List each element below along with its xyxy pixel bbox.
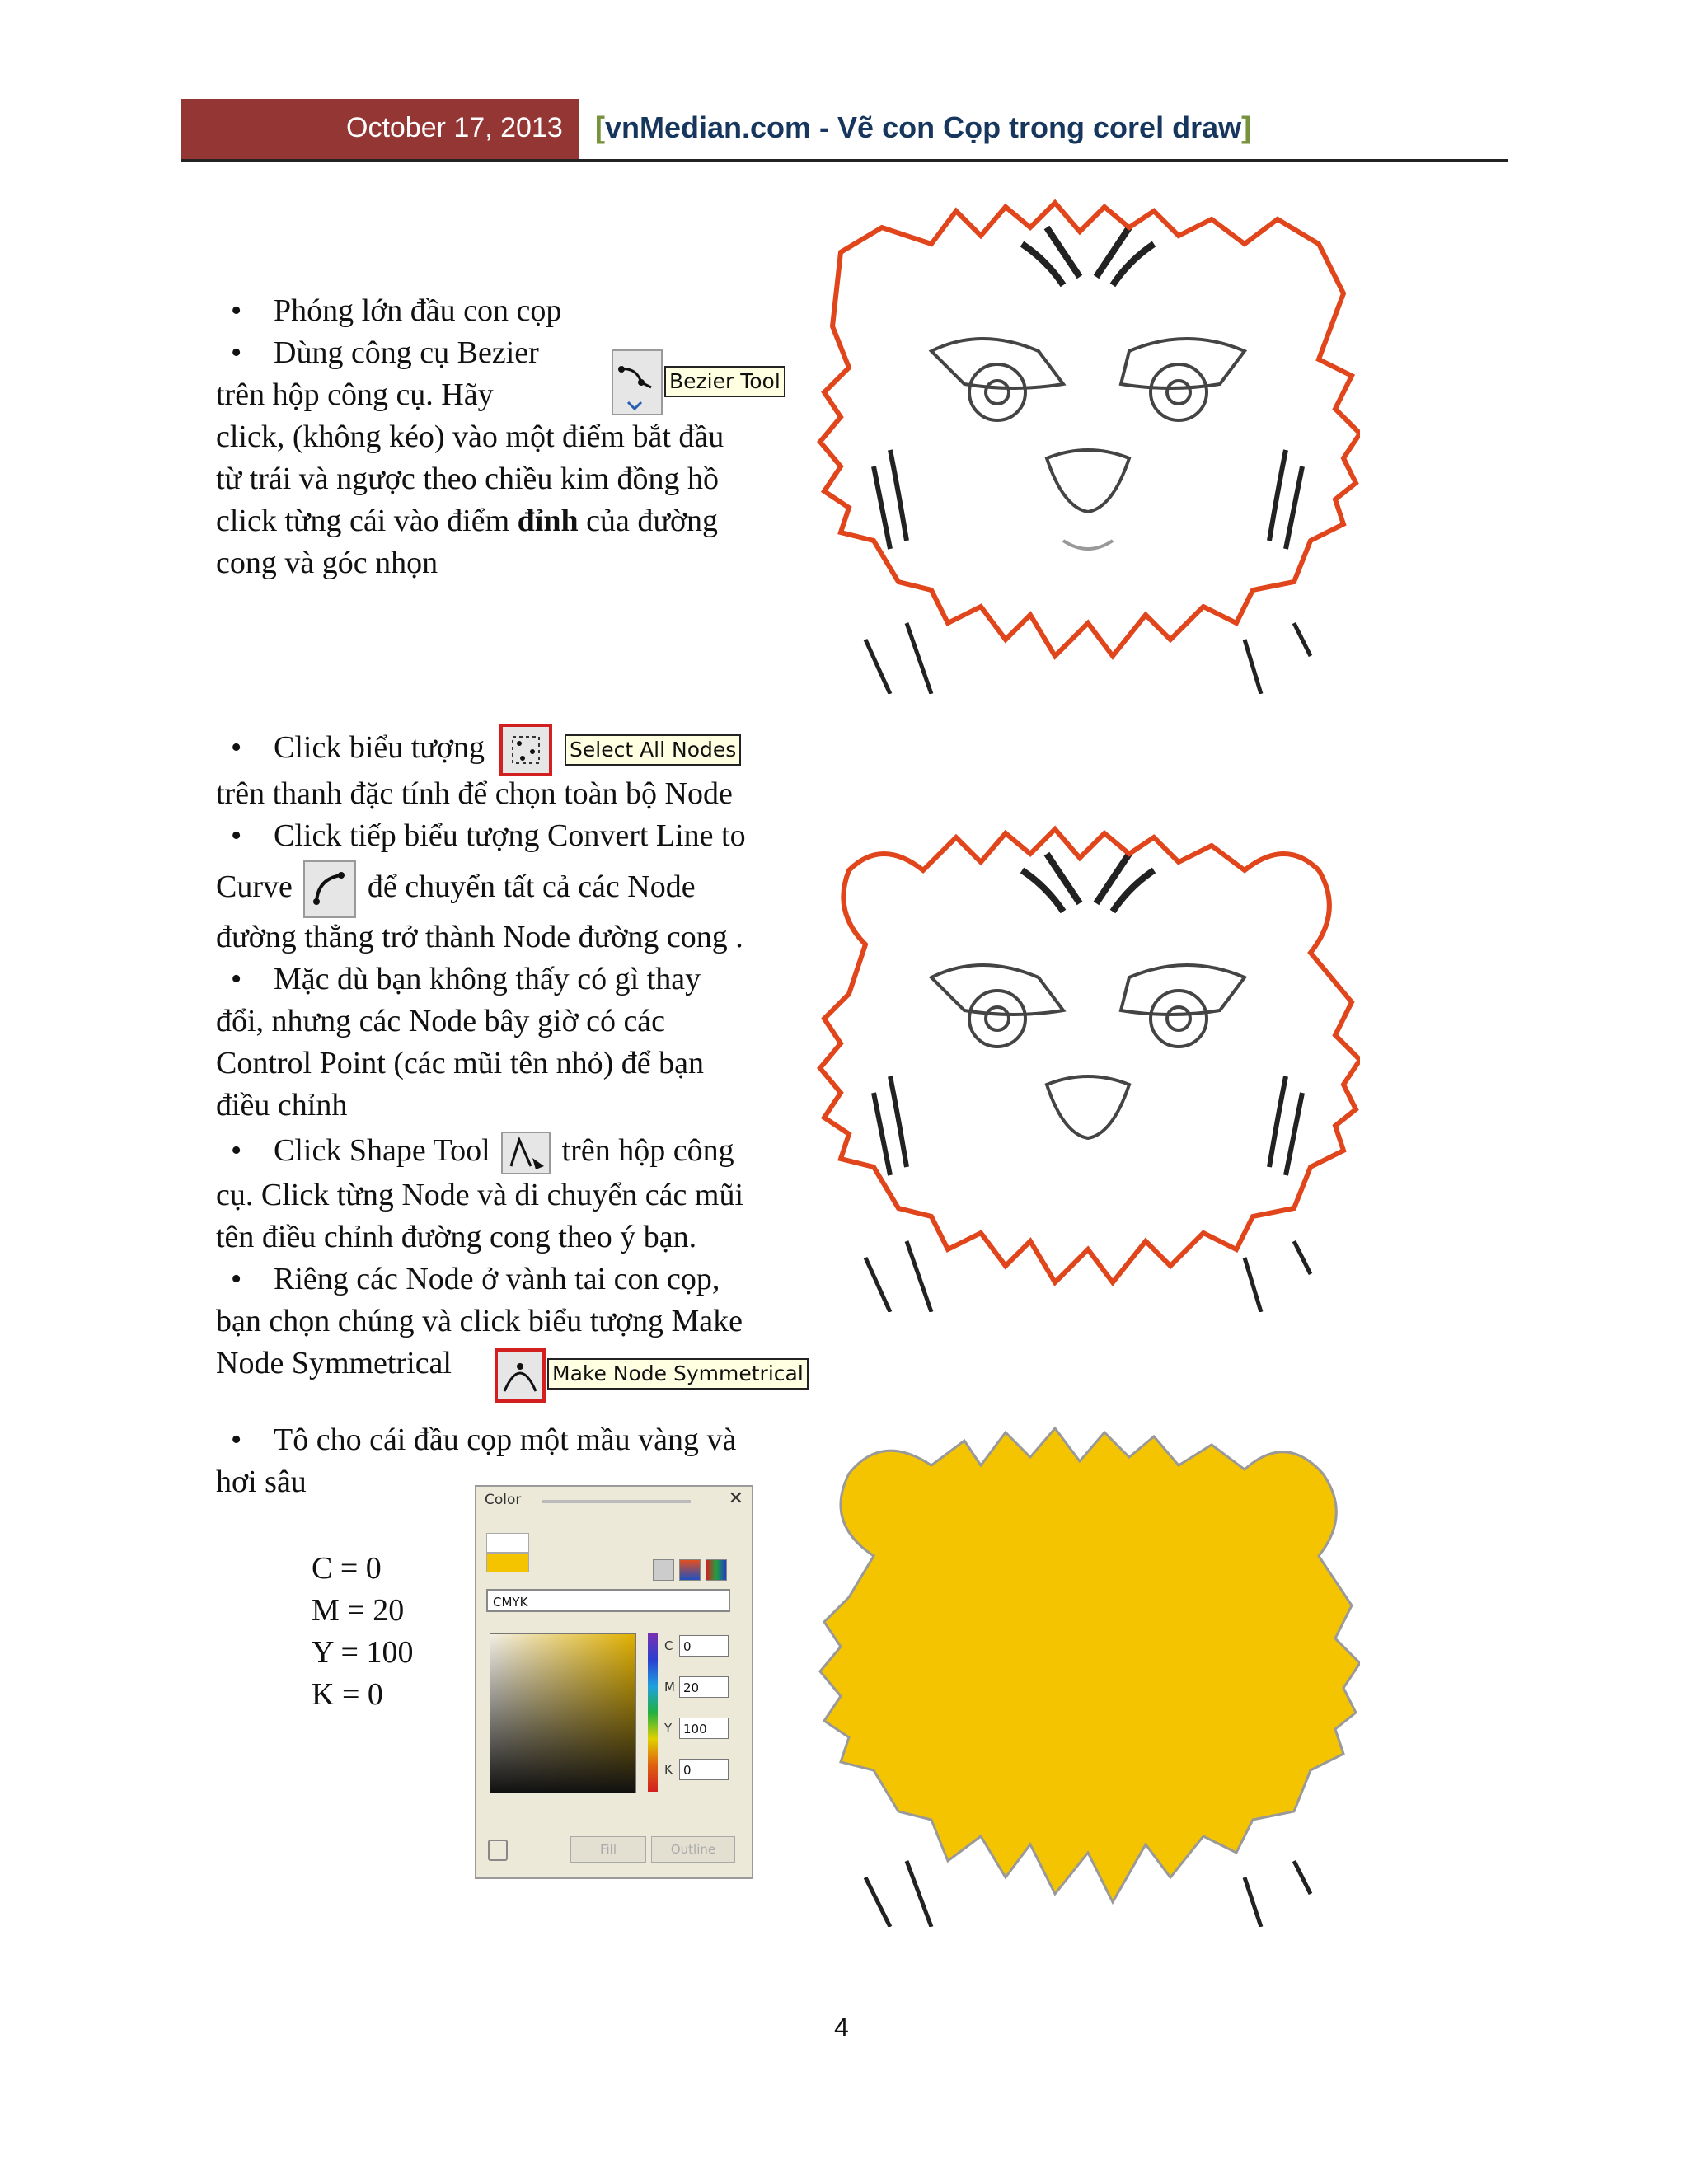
bracket-close: ] — [1241, 110, 1252, 144]
s2-b4b: trên hộp công — [561, 1133, 734, 1168]
new-color-swatch — [486, 1553, 529, 1572]
s2-b2c: để chuyển tất cả các Node — [367, 869, 696, 904]
make-node-symmetrical-icon — [495, 1348, 546, 1403]
s1-bullet2-text: Dùng công cụ Bezier — [274, 335, 539, 370]
tiger-outline-illustration — [816, 194, 1360, 694]
s2-b5b: bạn chọn chúng và click biểu tượng Make — [216, 1304, 743, 1339]
make-node-symmetrical-graphic — [495, 1345, 804, 1403]
lock-icon[interactable] — [488, 1840, 508, 1861]
s1-line4: từ trái và ngược theo chiều kim đồng hồ — [216, 462, 720, 496]
s2-b1a: Click biểu tượng — [274, 730, 485, 765]
s2-b3d: điều chỉnh — [216, 1088, 348, 1122]
hue-slider[interactable] — [648, 1633, 658, 1792]
s2-b3a: • Mặc dù bạn không thấy có gì thay — [216, 958, 793, 1001]
color-gradient-picker[interactable] — [490, 1633, 636, 1793]
s2-b2b: Curve — [216, 869, 293, 904]
red-head-outline — [820, 203, 1360, 656]
s2-b4a: Click Shape Tool — [274, 1133, 490, 1168]
convert-to-curve-icon — [303, 860, 356, 918]
s2-b2a: • Click tiếp biểu tượng Convert Line to — [216, 815, 793, 857]
s1-line5a: click từng cái vào điểm — [216, 504, 518, 538]
section1-text — [216, 290, 793, 584]
s2-bullet1 — [216, 722, 793, 773]
header-rule — [181, 159, 1508, 162]
c-label: C — [664, 1638, 673, 1653]
cmyk-k: K = 0 — [312, 1677, 383, 1712]
c-input[interactable]: 0 — [679, 1635, 729, 1657]
red-curved-outline — [820, 829, 1360, 1282]
cmyk-c: C = 0 — [312, 1551, 382, 1586]
color-panel-titlebar-line — [542, 1500, 691, 1503]
s2-b2-line — [216, 857, 793, 916]
outline-button[interactable]: Outline — [651, 1836, 735, 1863]
s1-line2: trên hộp công cụ. Hãy — [216, 377, 494, 412]
select-all-nodes-tooltip: Select All Nodes — [565, 734, 741, 766]
s3-b1a: • Tô cho cái đầu cọp một mầu vàng và — [216, 1419, 793, 1461]
bracket-open: [ — [595, 110, 605, 144]
s1-line3: click, (không kéo) vào một điểm bắt đầu — [216, 419, 724, 454]
cmyk-m: M = 20 — [312, 1593, 405, 1628]
color-panel-title: Color — [485, 1492, 522, 1508]
tiger-yellow-fill-illustration — [816, 1416, 1360, 1927]
bezier-tool-tooltip: Bezier Tool — [664, 366, 785, 397]
fill-button[interactable]: Fill — [570, 1836, 646, 1863]
color-model-icon[interactable] — [653, 1559, 674, 1581]
s1-line5 — [216, 500, 793, 542]
s2-b5a: • Riêng các Node ở vành tai con cọp, — [216, 1258, 793, 1301]
k-label: K — [664, 1762, 673, 1777]
s2-b4c: cụ. Click từng Node và di chuyển các mũi — [216, 1178, 744, 1213]
cmyk-y: Y = 100 — [312, 1635, 414, 1670]
select-all-nodes-icon — [499, 724, 552, 776]
bezier-tool-graphic — [612, 344, 780, 417]
s1-line5c: của đường — [578, 504, 719, 538]
section2-text — [216, 722, 793, 1385]
s1-line6: cong và góc nhọn — [216, 546, 438, 580]
palette-icon[interactable] — [706, 1559, 727, 1581]
s2-b3b: đổi, nhưng các Node bây giờ có các — [216, 1004, 666, 1038]
page-number: 4 — [834, 2013, 849, 2042]
tiger-curve-illustration — [816, 813, 1360, 1312]
s1-line5-bold: đỉnh — [517, 504, 579, 538]
s3-b1b: hơi sâu — [216, 1465, 307, 1499]
old-color-swatch — [486, 1533, 529, 1553]
color-panel — [475, 1485, 753, 1879]
yellow-filled-head — [820, 1428, 1360, 1902]
header-date: October 17, 2013 — [346, 112, 563, 143]
header-title-text: vnMedian.com - Vẽ con Cọp trong corel draw — [605, 110, 1242, 144]
color-mode-select[interactable]: CMYK — [486, 1589, 730, 1612]
close-icon[interactable]: ✕ — [728, 1488, 743, 1509]
s2-b2d: đường thẳng trở thành Node đường cong . — [216, 920, 743, 954]
s1-bullet1: • Phóng lớn đầu con cọp — [216, 290, 793, 332]
s2-b4d: tên điều chỉnh đường cong theo ý bạn. — [216, 1220, 697, 1255]
y-label: Y — [664, 1721, 673, 1736]
y-input[interactable]: 100 — [679, 1718, 729, 1739]
header-title — [595, 110, 1251, 145]
shape-tool-icon — [501, 1132, 551, 1174]
cmyk-values — [312, 1548, 413, 1716]
s2-b5c: Node Symmetrical — [216, 1346, 452, 1381]
m-label: M — [664, 1680, 675, 1694]
color-viewer-icon[interactable] — [679, 1559, 701, 1581]
make-node-symmetrical-tooltip: Make Node Symmetrical — [547, 1358, 809, 1390]
k-input[interactable]: 0 — [679, 1759, 729, 1780]
m-input[interactable]: 20 — [679, 1676, 729, 1698]
s2-b1b: trên thanh đặc tính để chọn toàn bộ Node — [216, 776, 733, 811]
s2-b3c: Control Point (các mũi tên nhỏ) để bạn — [216, 1046, 705, 1080]
s2-b4 — [216, 1130, 793, 1174]
bezier-tool-icon — [612, 349, 663, 415]
